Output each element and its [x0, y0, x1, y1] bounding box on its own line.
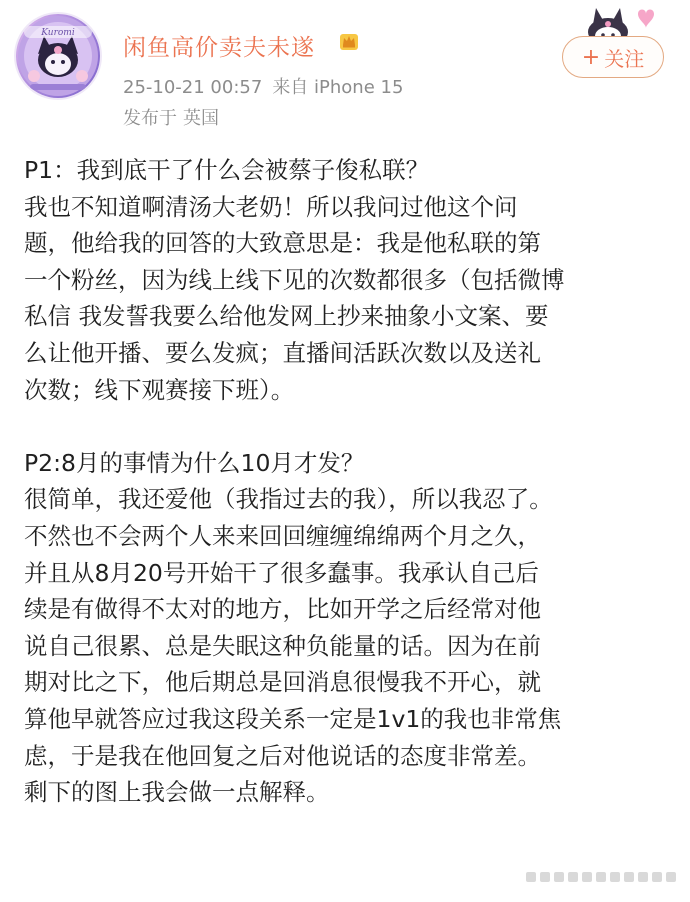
post-meta: [123, 73, 403, 99]
body-line: 虑，于是我在他回复之后对他说话的态度非常差。: [24, 741, 541, 770]
body-line: 么让他开播、要么发疯；直播间活跃次数以及送礼: [24, 338, 541, 367]
body-line: P1：我到底干了什么会被蔡子俊私联？: [24, 156, 430, 184]
body-line: 次数；线下观赛接下班）。: [24, 375, 295, 404]
post-header: [0, 0, 690, 140]
body-line: 说自己很累、总是失眠这种负能量的话。因为在前: [24, 631, 541, 660]
body-line: 续是有做得不太对的地方，比如开学之后经常对他: [24, 595, 541, 624]
body-line: 私信 我发誓我要么给他发网上抄来抽象小文案、要: [24, 302, 549, 331]
post-source: 来自 iPhone 15: [272, 77, 404, 98]
kuromi-avatar-icon: [16, 14, 100, 98]
post-location: [123, 104, 219, 130]
body-line: 题，他给我的回答的大致意思是：我是他私联的第: [24, 229, 541, 258]
author-nickname[interactable]: 闲鱼高价卖夫未遂: [123, 35, 315, 61]
body-line: 我也不知道啊清汤大老奶！所以我问过他这个问: [24, 192, 518, 221]
body-line: 一个粉丝，因为线上线下见的次数都很多（包括微博: [24, 265, 565, 294]
follow-button-label: 关注: [604, 46, 645, 71]
location-prefix: 发布于: [123, 108, 177, 129]
location-value: 英国: [183, 108, 219, 129]
blank-line: [24, 408, 674, 445]
plus-icon: +: [581, 44, 601, 70]
body-line: 并且从8月20号开始干了很多蠢事。我承认自己后: [24, 558, 539, 587]
post-body: [24, 152, 674, 811]
watermark-icon: [526, 866, 676, 888]
follow-button[interactable]: [562, 36, 664, 78]
avatar-logo-text: Kuromi: [41, 28, 75, 38]
body-line: 很简单，我还爱他（我指过去的我），所以我忍了。: [24, 485, 553, 514]
body-line: 不然也不会两个人来来回回缠缠绵绵两个月之久，: [24, 521, 541, 550]
avatar[interactable]: [16, 14, 100, 98]
body-line: 期对比之下，他后期总是回消息很慢我不开心，就: [24, 668, 541, 697]
body-line: 剩下的图上我会做一点解释。: [24, 778, 330, 807]
post-timestamp: 25-10-21 00:57: [123, 77, 263, 98]
body-line: P2:8月的事情为什么10月才发？: [24, 448, 365, 477]
body-line: 算他早就答应过我这段关系一定是1v1的我也非常焦: [24, 704, 562, 733]
crown-badge-icon: [338, 30, 360, 52]
